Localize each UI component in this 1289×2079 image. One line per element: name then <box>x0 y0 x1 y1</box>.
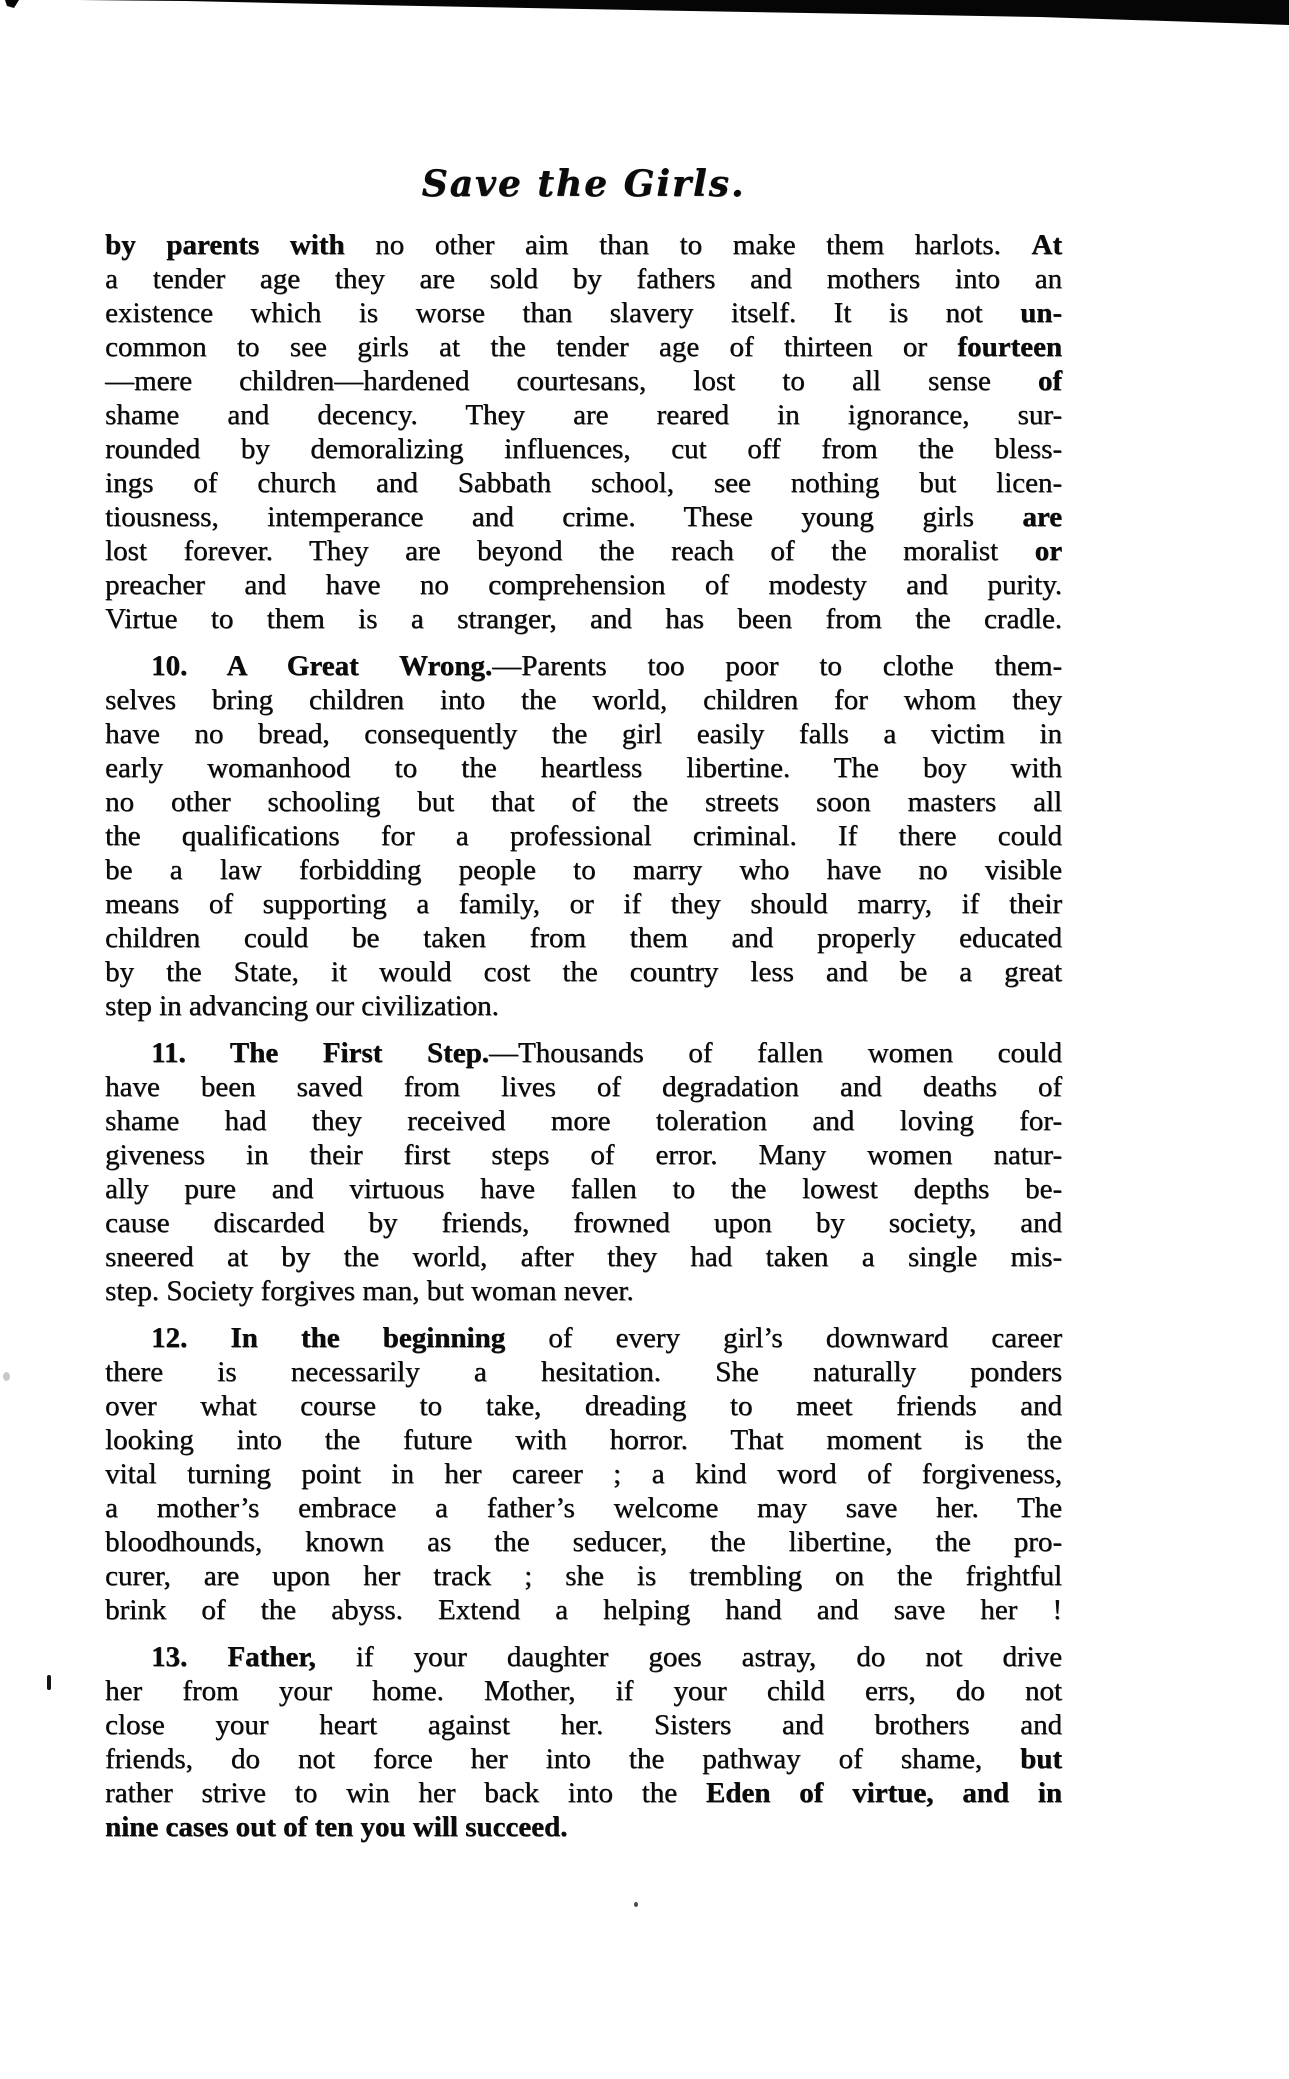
bold-text: by parents with <box>105 229 345 261</box>
body-text: curer, are upon her track ; she is trembling on the frightful <box>105 1560 1062 1592</box>
text-line <box>105 649 1062 683</box>
body-text: —Thousands of fallen women could <box>488 1037 1062 1069</box>
paragraph-continuation <box>105 228 1062 636</box>
text-line <box>105 330 1062 364</box>
text-line <box>105 1640 1062 1674</box>
body-text: step. Society forgives man, but woman never. <box>105 1275 634 1307</box>
body-text: —mere children—hardened courtesans, lost to all sense <box>105 365 1038 397</box>
paragraph-11-the-first-step <box>105 1036 1062 1308</box>
bold-text: of <box>1037 365 1062 397</box>
text-line <box>105 1355 1062 1389</box>
body-text: tiousness, intemperance and crime. These young girls <box>105 501 1023 533</box>
body-text: the qualifications for a professional criminal. If there could <box>105 820 1062 852</box>
paragraph-13-father <box>105 1640 1062 1844</box>
bold-text: At <box>1031 229 1062 261</box>
body-text: looking into the future with horror. That moment is the <box>105 1424 1062 1456</box>
text-line <box>105 1559 1062 1593</box>
body-text: ings of church and Sabbath school, see nothing but licen- <box>105 467 1062 499</box>
body-text: preacher and have no comprehension of modesty and purity. <box>105 569 1062 601</box>
page-body <box>105 228 1062 1844</box>
text-line <box>105 921 1062 955</box>
text-line <box>105 1104 1062 1138</box>
text-line <box>105 785 1062 819</box>
text-line <box>105 955 1062 989</box>
text-line <box>105 819 1062 853</box>
body-text: her from your home. Mother, if your child errs, do not <box>105 1675 1062 1707</box>
text-line <box>105 1172 1062 1206</box>
body-text: means of supporting a family, or if they should marry, if their <box>105 888 1062 920</box>
bold-text: 13. Father, <box>151 1641 316 1673</box>
text-line <box>105 1525 1062 1559</box>
body-text: common to see girls at the tender age of thirteen or <box>105 331 958 363</box>
text-line <box>105 1593 1062 1627</box>
scan-artifact-top-wedge <box>0 0 1289 32</box>
paragraph-10-a-great-wrong <box>105 649 1062 1023</box>
text-line <box>105 500 1062 534</box>
body-text: friends, do not force her into the pathway of shame, <box>105 1743 1021 1775</box>
text-line <box>105 1457 1062 1491</box>
body-text: shame had they received more toleration and loving for- <box>105 1105 1062 1137</box>
body-text: existence which is worse than slavery itself. It is not <box>105 297 1021 329</box>
body-text: Virtue to them is a stranger, and has been from the cradle. <box>105 603 1062 635</box>
text-line <box>105 534 1062 568</box>
text-line <box>105 751 1062 785</box>
bold-text: 11. The First Step. <box>151 1037 489 1069</box>
text-line <box>105 1491 1062 1525</box>
text-line <box>105 466 1062 500</box>
body-text: by the State, it would cost the country less and be a great <box>105 956 1062 988</box>
body-text: have no bread, consequently the girl easily falls a victim in <box>105 718 1062 750</box>
text-line <box>105 1423 1062 1457</box>
text-line <box>105 432 1062 466</box>
body-text: a mother’s embrace a father’s welcome may save her. The <box>105 1492 1062 1524</box>
text-line <box>105 1240 1062 1274</box>
body-text: bloodhounds, known as the seducer, the libertine, the pro- <box>105 1526 1062 1558</box>
text-line <box>105 1070 1062 1104</box>
body-text: rounded by demoralizing influences, cut off from the bless- <box>105 433 1062 465</box>
bold-text: are <box>1022 501 1062 533</box>
text-line <box>105 717 1062 751</box>
body-text: lost forever. They are beyond the reach of the moralist <box>105 535 1035 567</box>
body-text: ally pure and virtuous have fallen to the lowest depths be- <box>105 1173 1062 1205</box>
text-line <box>105 262 1062 296</box>
body-text: children could be taken from them and properly educated <box>105 922 1062 954</box>
bold-text: un- <box>1020 297 1062 329</box>
bold-text: 12. In the beginning <box>151 1322 506 1354</box>
text-line <box>105 296 1062 330</box>
body-text: no other aim than to make them harlots. <box>344 229 1032 261</box>
text-line <box>105 887 1062 921</box>
text-line <box>105 398 1062 432</box>
body-text: vital turning point in her career ; a kind word of forgiveness, <box>105 1458 1062 1490</box>
body-text: over what course to take, dreading to meet friends and <box>105 1390 1062 1422</box>
text-line <box>105 989 1062 1023</box>
text-line <box>105 1206 1062 1240</box>
body-text: sneered at by the world, after they had taken a single mis- <box>105 1241 1062 1273</box>
body-text: giveness in their first steps of error. Many women natur- <box>105 1139 1062 1171</box>
text-line <box>105 1674 1062 1708</box>
body-text: cause discarded by friends, frowned upon by society, and <box>105 1207 1062 1239</box>
text-line <box>105 364 1062 398</box>
text-line <box>105 1742 1062 1776</box>
body-text: rather strive to win her back into the <box>105 1777 706 1809</box>
body-text: early womanhood to the heartless libertine. The boy with <box>105 752 1062 784</box>
text-line <box>105 1274 1062 1308</box>
body-text: there is necessarily a hesitation. She naturally ponders <box>105 1356 1062 1388</box>
body-text: if your daughter goes astray, do not drive <box>315 1641 1062 1673</box>
text-line <box>105 1138 1062 1172</box>
text-line <box>105 1321 1062 1355</box>
body-text: —Parents too poor to clothe them- <box>492 650 1062 682</box>
bold-text: Eden of virtue, and in <box>705 1777 1062 1809</box>
body-text: no other schooling but that of the streets soon masters all <box>105 786 1062 818</box>
scan-artifact-speck <box>3 1372 10 1381</box>
body-text: a tender age they are sold by fathers and mothers into an <box>105 263 1062 295</box>
body-text: brink of the abyss. Extend a helping hand and save her ! <box>105 1594 1062 1626</box>
text-line <box>105 1036 1062 1070</box>
scan-artifact-dot <box>634 1902 638 1907</box>
bold-text: 10. A Great Wrong. <box>151 650 493 682</box>
scan-artifact-tick <box>47 1675 51 1690</box>
body-text: have been saved from lives of degradation and deaths of <box>105 1071 1062 1103</box>
body-text: be a law forbidding people to marry who have no visible <box>105 854 1062 886</box>
body-text: of every girl’s downward career <box>505 1322 1063 1354</box>
bold-text: but <box>1020 1743 1062 1775</box>
text-line <box>105 1389 1062 1423</box>
text-line <box>105 602 1062 636</box>
text-line <box>105 228 1062 262</box>
body-text: shame and decency. They are reared in ignorance, sur- <box>105 399 1062 431</box>
bold-text: or <box>1034 535 1062 567</box>
body-text: selves bring children into the world, children for whom they <box>105 684 1062 716</box>
text-line <box>105 853 1062 887</box>
text-line <box>105 568 1062 602</box>
text-line <box>105 1776 1062 1810</box>
paragraph-12-in-the-beginning <box>105 1321 1062 1627</box>
body-text: close your heart against her. Sisters and brothers and <box>105 1709 1062 1741</box>
page-title: Save the Girls. <box>421 163 746 205</box>
body-text: step in advancing our civilization. <box>105 990 499 1022</box>
text-line <box>105 1708 1062 1742</box>
text-line <box>105 1810 1062 1844</box>
bold-text: nine cases out of ten you will succeed. <box>105 1811 568 1843</box>
text-line <box>105 683 1062 717</box>
bold-text: fourteen <box>957 331 1062 363</box>
